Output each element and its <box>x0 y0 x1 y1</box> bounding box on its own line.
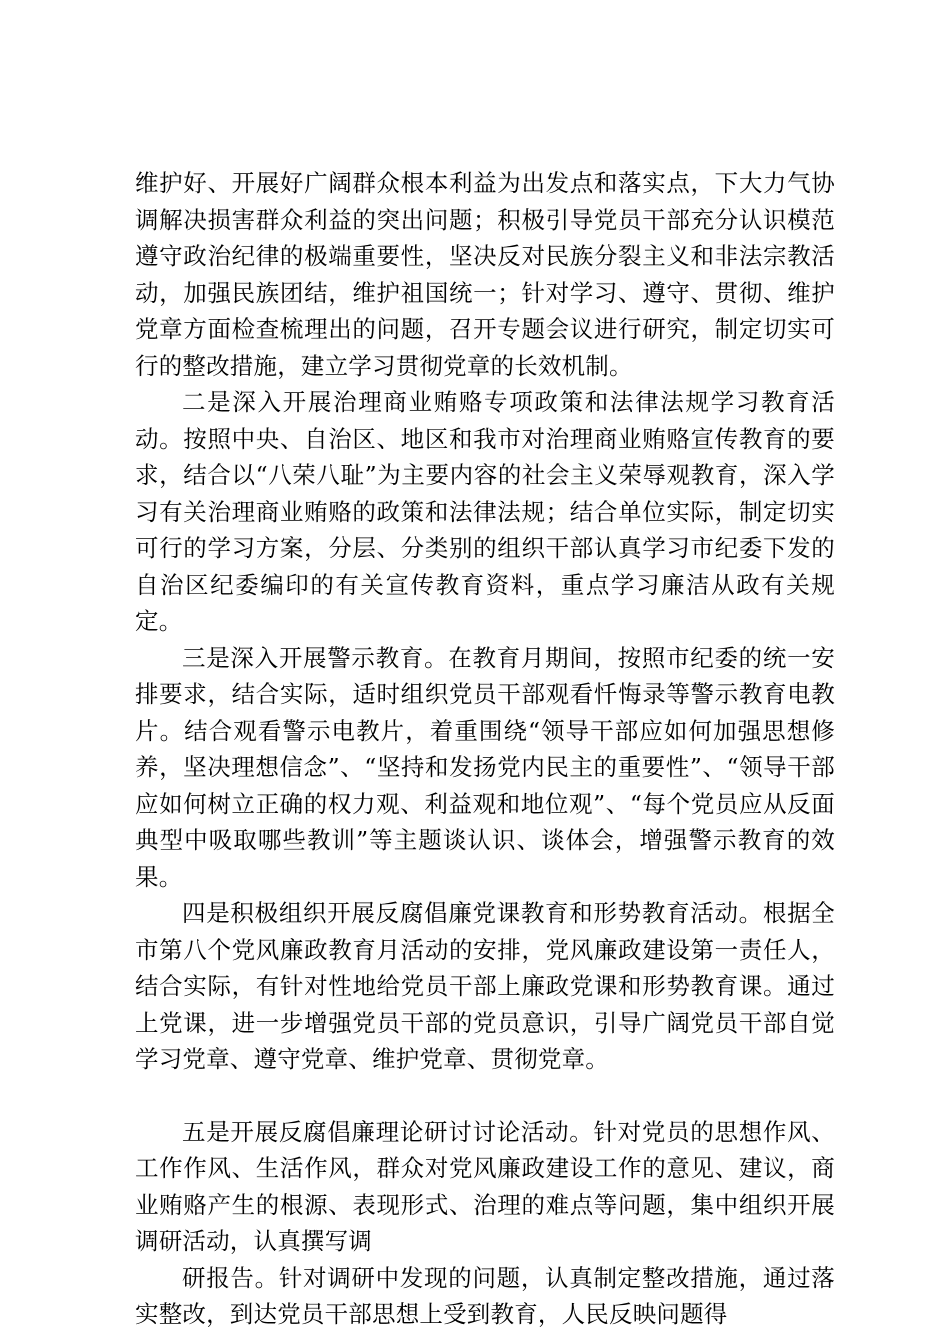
paragraph-6: 研报告。针对调研中发现的问题，认真制定整改措施，通过落实整改，到达党员干部思想上受到教育，人民反映问题得 <box>135 1263 835 1328</box>
paragraph-4: 四是积极组织开展反腐倡廉党课教育和形势教育活动。根据全市第八个党风廉政教育月活动的安排，党风廉政建设第一责任人，结合实际，有针对性地给党员干部上廉政党课和形势教育课。通过上党课，进一步增强党员干部的党员意识，引导广阔党员干部自觉学习党章、遵守党章、维护党章、贯彻党章。 <box>135 899 835 1073</box>
paragraph-3: 三是深入开展警示教育。在教育月期间，按照市纪委的统一安排要求，结合实际，适时组织党员干部观看忏悔录等警示教育电教片。结合观看警示电教片，着重围绕“领导干部应如何加强思想修养，坚决理想信念”、“坚持和发扬党内民主的重要性”、“领导干部应如何树立正确的权力观、利益观和地位观”、“每个党员应从反面典型中吸取哪些教训”等主题谈认识、谈体会，增强警示教育的效果。 <box>135 643 835 891</box>
paragraph-1: 维护好、开展好广阔群众根本利益为出发点和落实点，下大力气协调解决损害群众利益的突出问题；积极引导党员干部充分认识模范遵守政治纪律的极端重要性，坚决反对民族分裂主义和非法宗教活动，加强民族团结，维护祖国统一；针对学习、遵守、贯彻、维护党章方面检查梳理出的问题，召开专题会议进行研究，制定切实可行的整改措施，建立学习贯彻党章的长效机制。 <box>135 169 835 380</box>
paragraph-2: 二是深入开展治理商业贿赂专项政策和法律法规学习教育活动。按照中央、自治区、地区和我市对治理商业贿赂宣传教育的要求，结合以“八荣八耻”为主要内容的社会主义荣辱观教育，深入学习有关治理商业贿赂的政策和法律法规；结合单位实际，制定切实可行的学习方案，分层、分类别的组织干部认真学习市纪委下发的自治区纪委编印的有关宣传教育资料，重点学习廉洁从政有关规定。 <box>135 388 835 635</box>
document-body <box>135 165 835 1333</box>
paragraph-5: 五是开展反腐倡廉理论研讨讨论活动。针对党员的思想作风、工作作风、生活作风，群众对党风廉政建设工作的意见、建议，商业贿赂产生的根源、表现形式、治理的难点等问题，集中组织开展调研活动，认真撰写调 <box>135 1117 835 1255</box>
